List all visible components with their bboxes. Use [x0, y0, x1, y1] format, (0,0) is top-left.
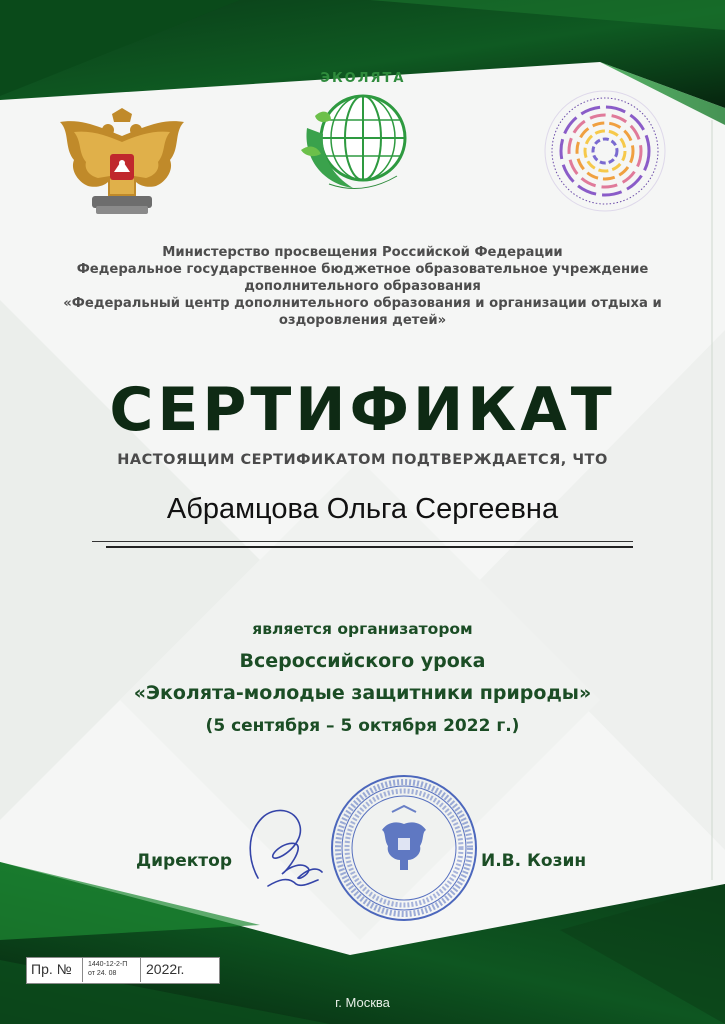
certificate-title: СЕРТИФИКАТ — [109, 375, 616, 445]
ministry-line-5: оздоровления детей» — [278, 313, 447, 328]
ministry-header — [60, 244, 665, 329]
certificate-subtitle: НАСТОЯЩИМ СЕРТИФИКАТОМ ПОДТВЕРЖДАЕТСЯ, ЧТО — [117, 452, 608, 468]
ekolyata-globe-logo — [293, 58, 433, 198]
handwritten-signature-icon — [238, 800, 348, 895]
registration-number-line-2: от 24. 08 — [88, 970, 117, 977]
ministry-line-3: дополнительного образования — [244, 279, 481, 294]
registration-year: 2022г. — [146, 961, 185, 977]
director-title: Директор — [136, 851, 232, 871]
ministry-emblem-icon — [52, 108, 192, 220]
registration-number-line-1: 1440-12-2-П — [88, 961, 128, 968]
official-seal-icon — [328, 772, 480, 924]
city-footer: г. Москва — [335, 995, 390, 1010]
ekolyata-logo-text: ЭКОЛЯТА — [320, 71, 406, 86]
recipient-underline-bottom — [106, 546, 633, 548]
ministry-line-4: «Федеральный центр дополнительного образования и организации отдыха и — [63, 296, 662, 311]
recipient-underline-top — [92, 541, 633, 542]
director-name: И.В. Козин — [481, 851, 587, 871]
registration-number — [88, 960, 127, 978]
recipient-name: Абрамцова Ольга Сергеевна — [166, 493, 559, 525]
event-line-2: «Эколята-молодые защитники природы» — [133, 682, 592, 704]
ministry-line-2: Федеральное государственное бюджетное образовательное учреждение — [76, 262, 649, 277]
event-dates: (5 сентября – 5 октября 2022 г.) — [205, 716, 520, 736]
event-line-1: Всероссийского урока — [239, 650, 486, 672]
recipient-role: является организатором — [252, 620, 473, 638]
fcdo-spiral-logo — [540, 86, 670, 216]
registration-label: Пр. № — [31, 961, 72, 977]
ministry-line-1: Министерство просвещения Российской Федерации — [162, 245, 563, 260]
